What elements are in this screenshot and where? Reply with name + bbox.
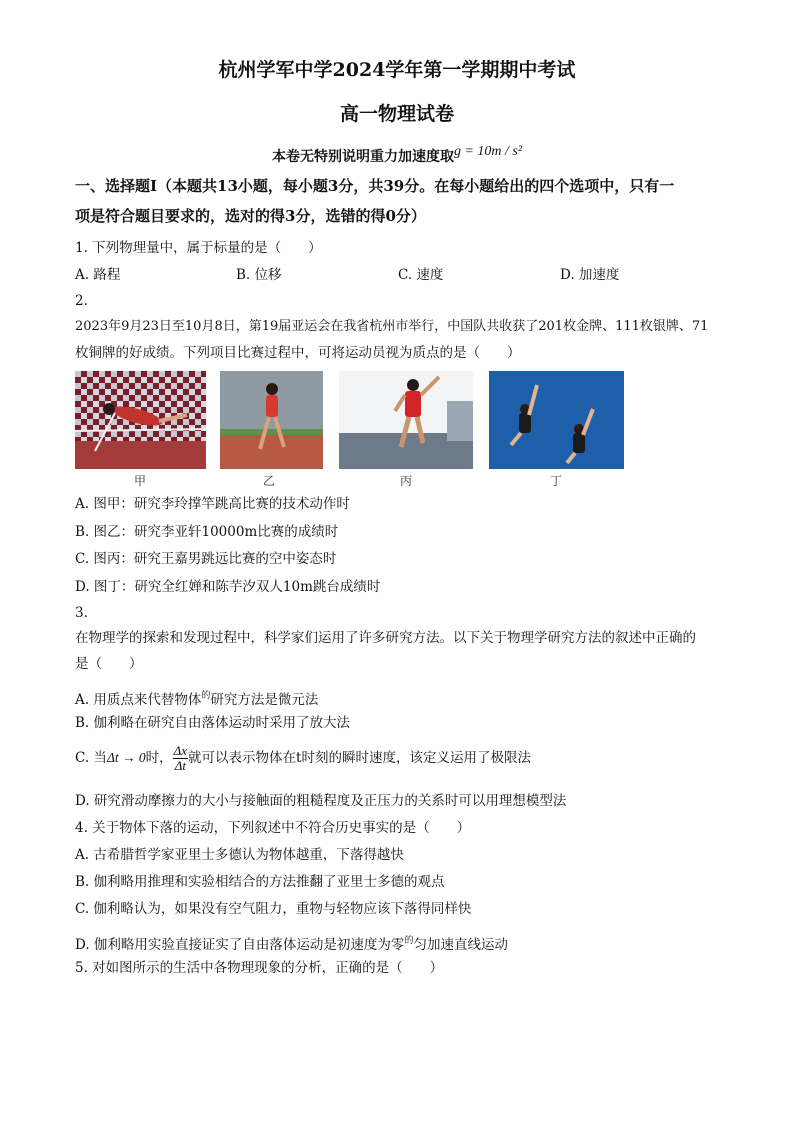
q5-stem: 5. 对如图所示的生活中各物理现象的分析，正确的是（ ） [75, 960, 444, 976]
q3-stem-line1: 在物理学的探索和发现过程中，科学家们运用了许多研究方法。以下关于物理学研究方法的叙述中正确的 [75, 630, 696, 646]
q3-option-c-post: 就可以表示物体在t时刻的瞬时速度，该定义运用了极限法 [188, 750, 531, 766]
q3-fraction-numerator: Δx [173, 743, 188, 758]
caption-jia: 甲 [133, 474, 146, 488]
caption-yi: 乙 [262, 474, 275, 488]
q4-option-d-post: 匀加速直线运动 [413, 937, 508, 953]
gravity-formula: g = 10m / s² [453, 144, 523, 159]
q4-option-d [75, 931, 508, 955]
q2-stem-line1: 2023年9月23日至10月8日，第19届亚运会在我省杭州市举行，中国队共收获了201枚金牌、111枚银牌、71 [75, 319, 709, 334]
q4-option-d-pre: D. 伽利略用实验直接证实了自由落体运动是初速度为零 [75, 937, 405, 953]
q2-option-c: C. 图丙：研究王嘉男跳远比赛的空中姿态时 [75, 551, 337, 567]
q3-fraction-denominator: Δt [174, 758, 186, 773]
q3-option-c [75, 744, 531, 773]
photo-diving [489, 371, 624, 469]
gravity-note-text: 本卷无特别说明重力加速度取 [271, 149, 454, 165]
q3-option-b: B. 伽利略在研究自由落体运动时采用了放大法 [75, 715, 351, 731]
q3-option-a-pre: A. 用质点来代替物体 [75, 692, 202, 708]
q1-stem: 1. 下列物理量中，属于标量的是（ ） [75, 240, 322, 256]
q4-option-c: C. 伽利略认为，如果没有空气阻力，重物与轻物应该下落得同样快 [75, 901, 472, 917]
q3-option-c-pre: C. 当 [75, 750, 107, 766]
q3-option-a-small: 的 [201, 691, 211, 701]
q3-number: 3. [75, 605, 88, 621]
q3-option-c-limit: Δt → 0 [106, 750, 146, 765]
q3-option-a [75, 686, 318, 710]
photo-long-jump [339, 371, 473, 469]
q1-option-d: D. 加速度 [560, 267, 620, 283]
q2-number: 2. [75, 293, 88, 309]
section-heading-line1: 一、选择题Ⅰ（本题共13小题，每小题3分，共39分。在每小题给出的四个选项中，只有一 [75, 177, 675, 195]
q3-option-d: D. 研究滑动摩擦力的大小与接触面的粗糙程度及正压力的关系时可以用理想模型法 [75, 793, 567, 809]
q4-option-a: A. 古希腊哲学家亚里士多德认为物体越重，下落得越快 [75, 847, 404, 863]
q3-stem-line2: 是（ ） [75, 656, 143, 672]
q4-option-d-small: 的 [404, 936, 414, 946]
q3-option-c-fraction [173, 744, 188, 773]
q2-stem-line2: 枚铜牌的好成绩。下列项目比赛过程中，可将运动员视为质点的是（ ） [75, 345, 521, 361]
q2-option-d: D. 图丁：研究全红婵和陈芋汐双人10m跳台成绩时 [75, 579, 381, 595]
photo-pole-vault [75, 371, 206, 469]
exam-title: 杭州学军中学2024学年第一学期期中考试 [218, 59, 576, 81]
gravity-note [0, 144, 794, 166]
section-heading-line2: 项是符合题目要求的，选对的得3分，选错的得0分） [75, 207, 426, 225]
caption-ding: 丁 [549, 474, 562, 488]
q2-option-b: B. 图乙：研究李亚轩10000m比赛的成绩时 [75, 524, 339, 540]
q1-option-c: C. 速度 [398, 267, 444, 283]
q2-option-a: A. 图甲：研究李玲撑竿跳高比赛的技术动作时 [75, 496, 350, 512]
photo-running [220, 371, 323, 469]
q1-option-a: A. 路程 [75, 267, 121, 283]
caption-bing: 丙 [399, 474, 412, 488]
q4-stem: 4. 关于物体下落的运动，下列叙述中不符合历史事实的是（ ） [75, 820, 471, 836]
q1-option-b: B. 位移 [236, 267, 282, 283]
q3-option-a-post: 研究方法是微元法 [210, 692, 319, 708]
exam-subtitle: 高一物理试卷 [339, 103, 454, 125]
q3-option-c-mid: 时， [145, 750, 173, 766]
q4-option-b: B. 伽利略用推理和实验相结合的方法推翻了亚里士多德的观点 [75, 874, 445, 890]
